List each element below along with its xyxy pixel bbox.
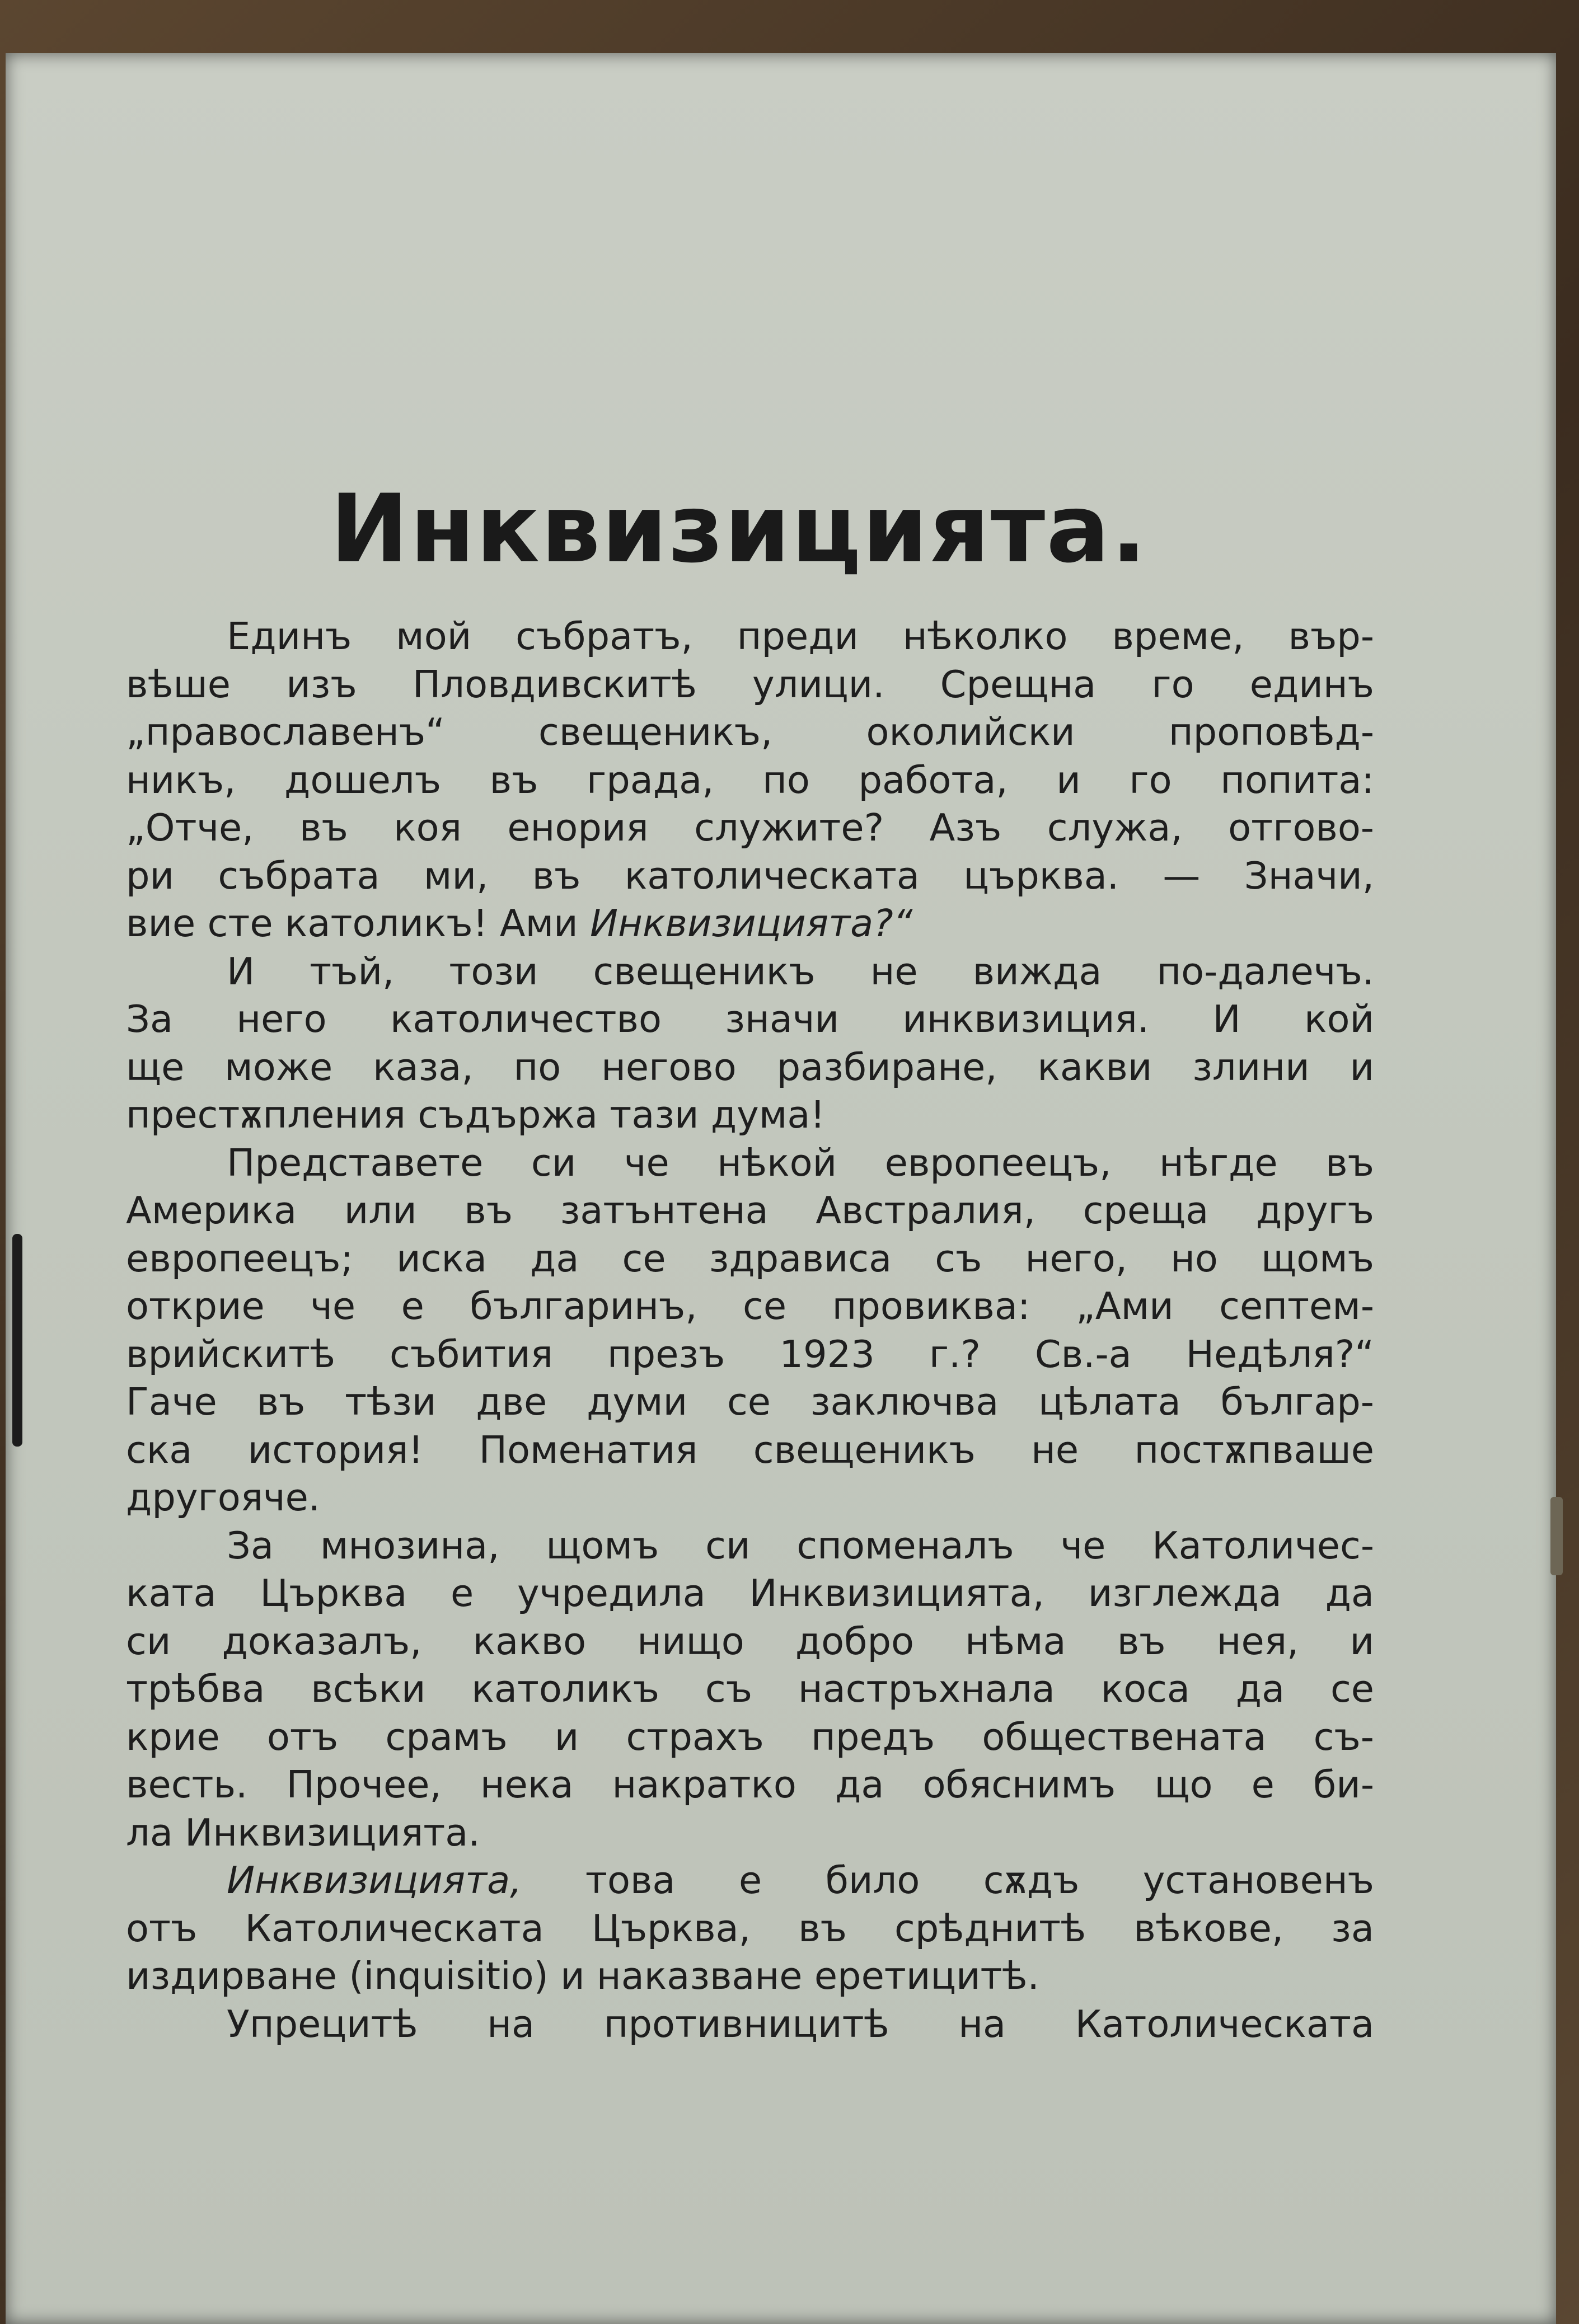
text-line: престѫпления съдържа тази дума! — [126, 1093, 826, 1137]
text-line: открие че е българинъ, се провиква: „Ами септем- — [126, 1284, 1374, 1328]
text-line — [126, 900, 1374, 948]
text-line: врийскитѣ събития презъ 1923 г.? Св.-а Недѣля?“ — [126, 1332, 1374, 1376]
text-line: крие отъ срамъ и страхъ предъ обществената съ- — [126, 1715, 1374, 1759]
text-line: си доказалъ, какво нищо добро нѣма въ нея, и — [126, 1619, 1374, 1663]
paragraph-1 — [126, 613, 1374, 948]
text-line: другояче. — [126, 1476, 321, 1519]
italic-term: Инквизицията, — [227, 1858, 522, 1902]
text-line: весть. Прочее, нека накратко да обяснимъ що е би- — [126, 1763, 1374, 1806]
text-line: ката Църква е учредила Инквизицията, изглежда да — [126, 1571, 1374, 1615]
paragraph-2 — [126, 948, 1374, 1139]
text-line — [126, 1857, 1374, 1905]
paragraph-5 — [126, 1857, 1374, 2001]
text-line: ла Инквизицията. — [126, 1810, 480, 1854]
text-line: европеецъ; иска да се здрависа съ него, но щомъ — [126, 1236, 1374, 1280]
text-line: Упрецитѣ на противницитѣ на Католическата — [227, 2002, 1374, 2046]
text-line: Гаче въ тѣзи две думи се заключва цѣлата българ- — [126, 1380, 1374, 1424]
text-line: ще може каза, по негово разбиране, какви злини и — [126, 1045, 1374, 1089]
text-line: Представете си че нѣкой европеецъ, нѣгде въ — [227, 1140, 1374, 1185]
text-fragment: това е било сѫдъ установенъ — [522, 1858, 1374, 1902]
paragraph-4 — [126, 1522, 1374, 1857]
text-line: За него католичество значи инквизиция. И кой — [126, 997, 1374, 1041]
binding-thread — [12, 1234, 22, 1447]
text-line: И тъй, този свещеникъ не вижда по-далечъ. — [227, 949, 1374, 993]
text-line: ри събрата ми, въ католическата църква. — Значи, — [126, 853, 1374, 898]
paragraph-6 — [126, 2001, 1374, 2049]
text-line: вѣше изъ Пловдивскитѣ улици. Срещна го единъ — [126, 662, 1374, 706]
text-line: трѣбва всѣки католикъ съ настръхнала коса да се — [126, 1667, 1374, 1711]
italic-term: Инквизицията?“ — [590, 902, 913, 945]
text-line: „Отче, въ коя енория служите? Азъ служа, отгово- — [126, 806, 1374, 849]
text-fragment: вие сте католикъ! Ами — [126, 902, 591, 945]
paragraph-3 — [126, 1139, 1374, 1522]
text-line: никъ, дошелъ въ града, по работа, и го попита: — [126, 758, 1374, 802]
text-line: За мнозина, щомъ си споменалъ че Католичес- — [227, 1523, 1374, 1567]
body-text — [126, 613, 1374, 2048]
text-line: „православенъ“ свещеникъ, околийски проповѣд- — [126, 710, 1374, 754]
text-line: Единъ мой събратъ, преди нѣколко време, вър- — [227, 614, 1374, 658]
text-line: ска история! Поменатия свещеникъ не постѫпваше — [126, 1428, 1374, 1472]
text-line: издирване (inquisitio) и наказване еретицитѣ. — [126, 1954, 1039, 1998]
page-edge-tab — [1550, 1497, 1563, 1575]
text-line: отъ Католическата Църква, въ срѣднитѣ вѣкове, за — [126, 1906, 1374, 1950]
book-page — [6, 53, 1556, 2324]
text-line: Америка или въ затънтена Австралия, среща другъ — [126, 1189, 1374, 1232]
page-title: Инквизицията. — [330, 474, 1148, 584]
